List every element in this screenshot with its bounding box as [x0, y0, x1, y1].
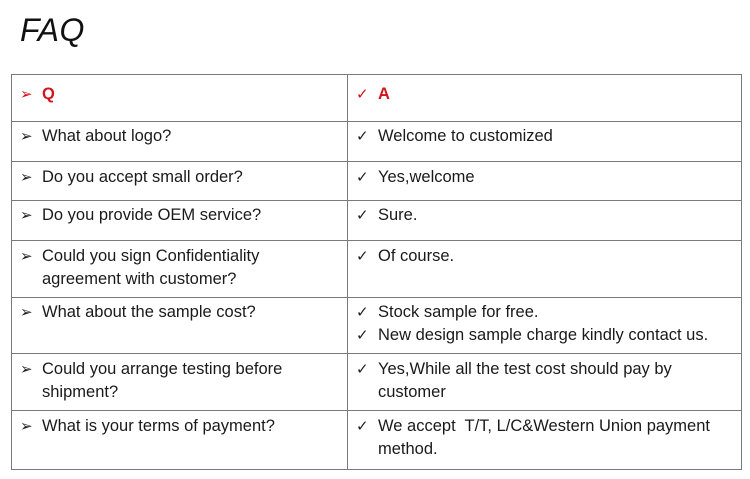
faq-row — [12, 298, 742, 354]
check-bullet-icon: ✓ — [356, 360, 369, 378]
answer-cell — [348, 411, 742, 470]
answer-cell — [348, 241, 742, 298]
question-cell — [12, 201, 348, 241]
arrow-bullet-icon: ➢ — [20, 360, 33, 378]
question-cell — [12, 122, 348, 162]
arrow-bullet-icon: ➢ — [20, 206, 33, 224]
answer-header-label: A — [378, 85, 390, 103]
question-text: What about the sample cost? — [42, 303, 256, 321]
arrow-bullet-icon: ➢ — [20, 247, 33, 265]
question-cell — [12, 411, 348, 470]
answer-text: Yes,welcome — [378, 168, 475, 186]
answer-cell — [348, 354, 742, 411]
question-line: Could you arrange testing before — [42, 360, 283, 378]
answer-text: Welcome to customized — [378, 127, 553, 145]
question-text — [42, 245, 341, 291]
faq-row — [12, 122, 742, 162]
check-bullet-icon: ✓ — [356, 206, 369, 224]
arrow-bullet-icon: ➢ — [20, 417, 33, 435]
check-bullet-icon: ✓ — [356, 247, 369, 265]
arrow-bullet-icon: ➢ — [20, 85, 33, 103]
question-cell — [12, 162, 348, 201]
question-line: Could you sign Confidentiality — [42, 247, 260, 265]
answer-line: We accept T/T, L/C&Western Union payment — [378, 417, 710, 435]
check-bullet-icon: ✓ — [356, 127, 369, 145]
question-cell — [12, 298, 348, 354]
question-text: Do you provide OEM service? — [42, 206, 262, 224]
check-bullet-icon: ✓ — [356, 326, 369, 344]
answer-text — [378, 358, 735, 404]
question-text: What is your terms of payment? — [42, 417, 275, 435]
answer-line: Yes,While all the test cost should pay by — [378, 360, 672, 378]
question-cell — [12, 241, 348, 298]
question-line: shipment? — [42, 383, 119, 401]
arrow-bullet-icon: ➢ — [20, 303, 33, 321]
faq-header-row — [12, 75, 742, 122]
arrow-bullet-icon: ➢ — [20, 127, 33, 145]
check-bullet-icon: ✓ — [356, 85, 369, 103]
check-bullet-icon: ✓ — [356, 168, 369, 186]
question-cell — [12, 354, 348, 411]
faq-row — [12, 354, 742, 411]
answer-text: Sure. — [378, 206, 418, 224]
arrow-bullet-icon: ➢ — [20, 168, 33, 186]
answer-cell — [348, 298, 742, 354]
answer-cell — [348, 162, 742, 201]
check-bullet-icon: ✓ — [356, 303, 369, 321]
answer-text: New design sample charge kindly contact us. — [378, 326, 709, 344]
faq-row — [12, 201, 742, 241]
answer-cell — [348, 201, 742, 241]
answer-line: customer — [378, 383, 446, 401]
question-header-cell — [12, 75, 348, 122]
answer-text: Of course. — [378, 247, 455, 265]
faq-table — [11, 74, 742, 470]
answer-line: method. — [378, 440, 438, 458]
faq-row — [12, 241, 742, 298]
question-text: Do you accept small order? — [42, 168, 243, 186]
answer-text — [378, 415, 735, 461]
question-text: What about logo? — [42, 127, 172, 145]
answer-header-cell — [348, 75, 742, 122]
faq-row — [12, 162, 742, 201]
question-header-label: Q — [42, 85, 55, 103]
question-line: agreement with customer? — [42, 270, 237, 288]
faq-row — [12, 411, 742, 470]
question-text — [42, 358, 341, 404]
check-bullet-icon: ✓ — [356, 417, 369, 435]
answer-text: Stock sample for free. — [378, 303, 539, 321]
answer-cell — [348, 122, 742, 162]
page-title: FAQ — [20, 12, 85, 48]
